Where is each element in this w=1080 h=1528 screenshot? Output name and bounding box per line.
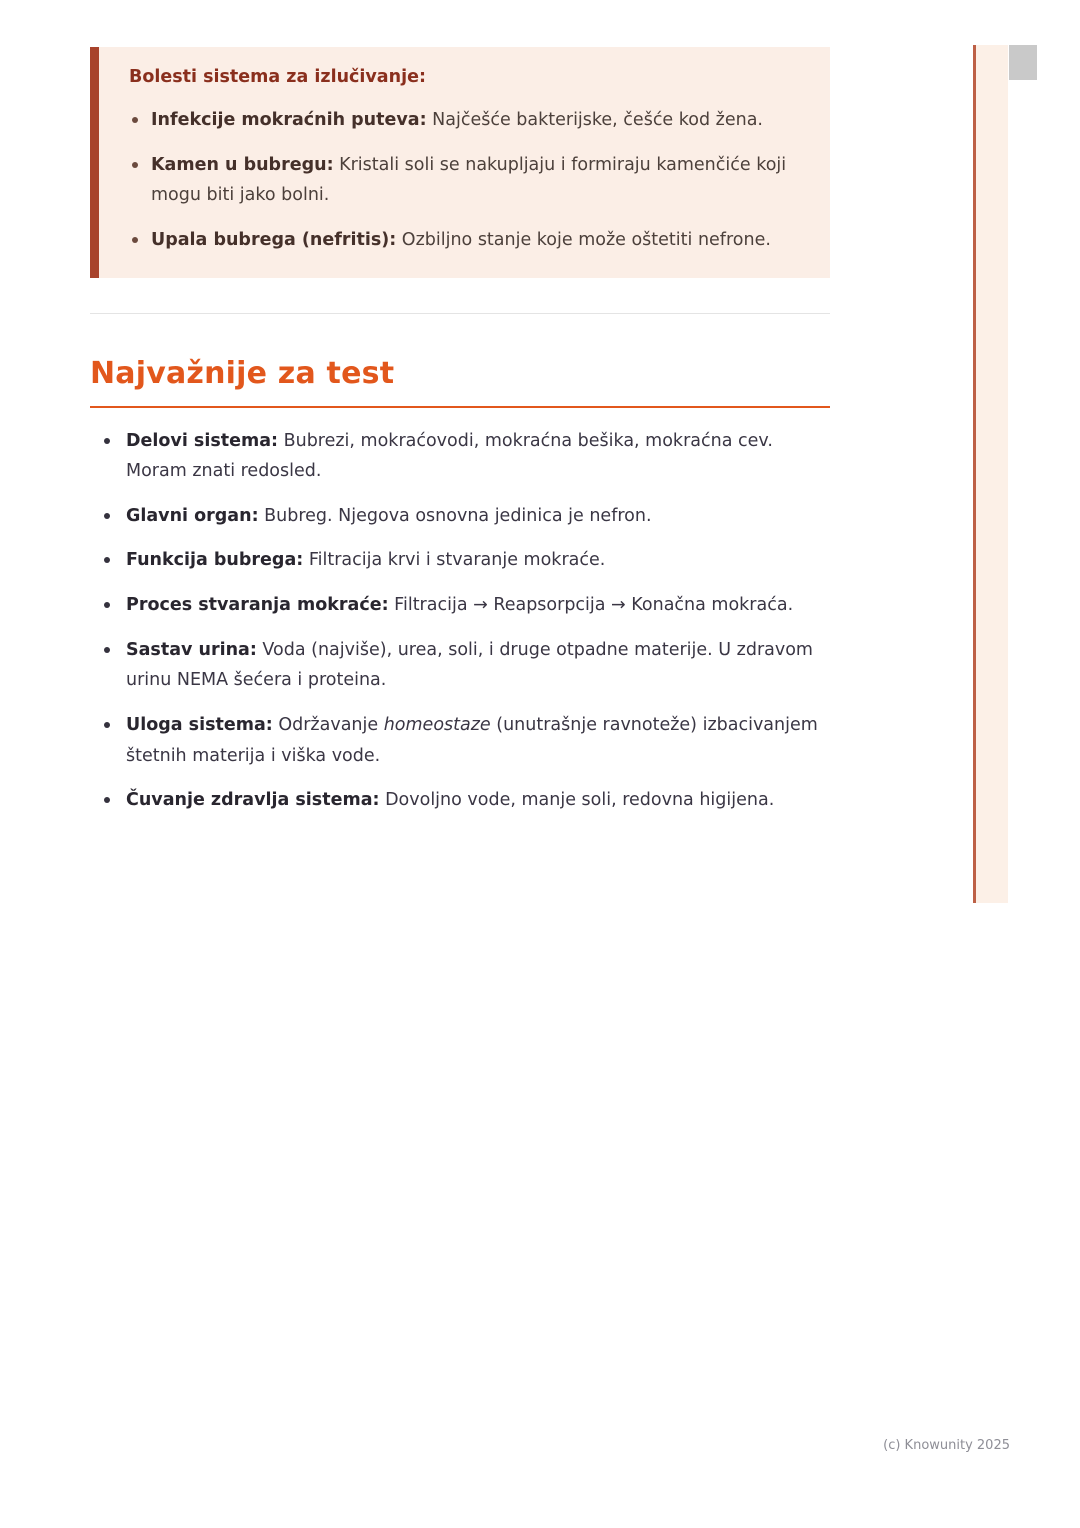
copyright: (c) Knowunity 2025 bbox=[883, 1438, 1010, 1453]
bullet-icon bbox=[104, 797, 110, 803]
list-item bbox=[90, 710, 830, 771]
next-page-preview bbox=[973, 45, 1008, 903]
list-item-text bbox=[126, 635, 830, 696]
callout-list bbox=[129, 105, 806, 256]
list-item-text bbox=[126, 545, 605, 576]
callout-title: Bolesti sistema za izlučivanje: bbox=[129, 67, 426, 87]
definition: Voda (najviše), urea, soli, i druge otpadne materije. U zdravom urinu NEMA šećera i proteina. bbox=[126, 639, 813, 691]
list-item bbox=[129, 105, 806, 136]
term: Proces stvaranja mokraće: bbox=[126, 595, 389, 615]
list-item bbox=[90, 785, 830, 816]
term: Infekcije mokraćnih puteva: bbox=[151, 110, 427, 130]
definition: Filtracija krvi i stvaranje mokraće. bbox=[303, 550, 606, 571]
content-column bbox=[90, 47, 830, 816]
scrollbar-thumb[interactable] bbox=[1009, 45, 1037, 80]
term: Glavni organ: bbox=[126, 505, 259, 526]
list-item bbox=[90, 545, 830, 576]
list-item bbox=[90, 635, 830, 696]
list-item bbox=[129, 150, 806, 211]
list-item bbox=[90, 501, 830, 532]
list-item-text bbox=[151, 150, 806, 211]
definition: Kristali soli se nakupljaju i formiraju kamenčiće koji mogu biti jako bolni. bbox=[151, 154, 787, 206]
definition: Dovoljno vode, manje soli, redovna higijena. bbox=[379, 790, 775, 811]
list-item-text bbox=[126, 785, 774, 816]
bullet-icon bbox=[132, 237, 138, 243]
definition: (unutrašnje ravnoteže) izbacivanjem štetnih materija i viška vode. bbox=[126, 714, 818, 766]
list-item-text bbox=[126, 426, 830, 487]
bullet-icon bbox=[104, 647, 110, 653]
list-item bbox=[90, 590, 830, 621]
list-item-text bbox=[126, 710, 830, 771]
term: Čuvanje zdravlja sistema: bbox=[126, 790, 380, 811]
definition: Filtracija → Reapsorpcija → Konačna mokraća. bbox=[388, 595, 794, 615]
bullet-icon bbox=[132, 117, 138, 123]
definition: Bubrezi, mokraćovodi, mokraćna bešika, mokraćna cev. Moram znati redosled. bbox=[126, 430, 773, 482]
definition: Održavanje bbox=[272, 714, 384, 735]
section-heading: Najvažnije za test bbox=[90, 356, 830, 408]
italic-term: homeostaze bbox=[383, 714, 491, 735]
bullet-icon bbox=[104, 513, 110, 519]
definition: Najčešće bakterijske, češće kod žena. bbox=[426, 110, 763, 130]
summary-list bbox=[90, 426, 830, 816]
divider bbox=[90, 313, 830, 314]
list-item-text bbox=[126, 501, 652, 532]
list-item-text bbox=[126, 590, 793, 621]
term: Funkcija bubrega: bbox=[126, 550, 304, 571]
bullet-icon bbox=[104, 438, 110, 444]
bullet-icon bbox=[104, 602, 110, 608]
list-item bbox=[129, 225, 806, 256]
list-item-text bbox=[151, 105, 763, 136]
bullet-icon bbox=[104, 557, 110, 563]
definition: Ozbiljno stanje koje može oštetiti nefrone. bbox=[396, 229, 771, 250]
term: Kamen u bubregu: bbox=[151, 154, 334, 175]
list-item bbox=[90, 426, 830, 487]
term: Delovi sistema: bbox=[126, 430, 279, 451]
term: Sastav urina: bbox=[126, 639, 257, 660]
callout-box bbox=[90, 47, 830, 278]
term: Upala bubrega (nefritis): bbox=[151, 229, 397, 250]
bullet-icon bbox=[132, 162, 138, 168]
term: Uloga sistema: bbox=[126, 714, 273, 735]
bullet-icon bbox=[104, 722, 110, 728]
definition: Bubreg. Njegova osnovna jedinica je nefron. bbox=[258, 505, 652, 526]
list-item-text bbox=[151, 225, 771, 256]
